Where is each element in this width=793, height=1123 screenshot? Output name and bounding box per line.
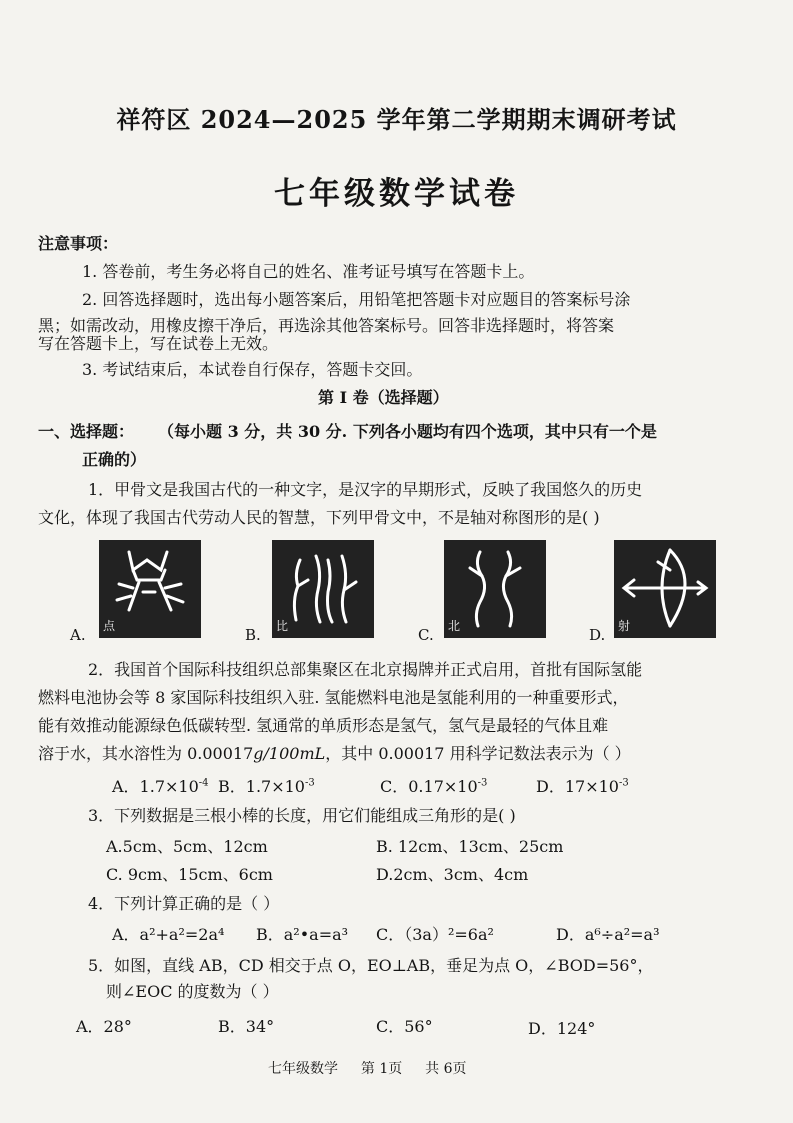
q4-option-a: A．a²+a²=2a⁴ — [112, 925, 225, 944]
q2-stem-line-4-b: ，其中 0.00017 用科学记数法表示为（ ） — [325, 744, 631, 763]
q2-option-b — [218, 774, 315, 797]
q5-option-a: A．28° — [76, 1017, 132, 1036]
q2-option-d — [536, 774, 629, 797]
exam-subtitle: 七年级数学试卷 — [274, 176, 519, 212]
q2-option-c — [380, 774, 487, 797]
q2-option-a — [112, 774, 209, 797]
q1-option-d-caption: 射 — [618, 619, 631, 633]
q1-option-a-letter: A. — [70, 626, 86, 644]
q1-option-b-caption: 比 — [276, 619, 289, 633]
q2-stem-line-4-a: 溶于水，其水溶性为 0.00017 — [38, 744, 254, 763]
q2-option-b-exp: -3 — [304, 777, 315, 789]
q3-option-a: A.5cm、5cm、12cm — [106, 837, 268, 856]
exam-title: 祥符区 2024—2025 学年第二学期期末调研考试 — [116, 105, 677, 134]
q2-stem-line-1: 2．我国首个国际科技组织总部集聚区在北京揭牌并正式启用，首批有国际氢能 — [88, 660, 643, 679]
q1-option-d-image — [614, 540, 716, 638]
section-heading: 一、选择题： — [38, 422, 135, 441]
q1-stem-line-1: 1．甲骨文是我国古代的一种文字，是汉字的早期形式，反映了我国悠久的历史 — [88, 480, 643, 499]
q5-option-c: C．56° — [376, 1017, 433, 1036]
section-instruction: （每小题 3 分，共 30 分. 下列各小题均有四个选项，其中只有一个是 — [158, 422, 657, 441]
q2-option-d-text: D．17×10 — [536, 777, 619, 796]
q3-stem: 3．下列数据是三根小棒的长度，用它们能组成三角形的是( ) — [88, 806, 516, 825]
notice-item-1: 1. 答卷前，考生务必将自己的姓名、准考证号填写在答题卡上。 — [82, 262, 535, 281]
q5-option-b: B．34° — [218, 1017, 275, 1036]
q1-option-a-image — [99, 540, 201, 638]
q5-option-d: D．124° — [528, 1019, 596, 1038]
q3-option-d: D.2cm、3cm、4cm — [376, 865, 529, 884]
footer-page-total: 共 6页 — [425, 1061, 467, 1077]
q1-option-b-letter: B. — [245, 626, 261, 644]
q2-option-a-exp: -4 — [198, 777, 209, 789]
q3-option-b: B. 12cm、13cm、25cm — [376, 837, 564, 856]
q5-stem-line-1: 5．如图，直线 AB，CD 相交于点 O，EO⊥AB，垂足为点 O，∠BOD=56°， — [88, 956, 654, 975]
q5-stem-line-2: 则∠EOC 的度数为（ ） — [106, 982, 279, 1001]
q1-option-c-image — [444, 540, 546, 638]
q1-option-c-caption: 北 — [448, 619, 461, 633]
q1-option-d-letter: D. — [589, 626, 606, 644]
q1-option-a-caption: 点 — [103, 619, 116, 633]
q4-option-d: D．a⁶÷a²=a³ — [556, 925, 660, 944]
q1-stem-line-2: 文化，体现了我国古代劳动人民的智慧，下列甲骨文中，不是轴对称图形的是( ) — [38, 508, 600, 527]
q1-option-c-letter: C. — [418, 626, 434, 644]
notice-item-2-line-1: 2. 回答选择题时，选出每小题答案后，用铅笔把答题卡对应题目的答案标号涂 — [82, 290, 631, 309]
footer-page-number: 第 1页 — [360, 1061, 403, 1077]
q4-option-c: C．（3a）²=6a² — [376, 925, 494, 944]
section-instruction-line-2: 正确的） — [82, 450, 147, 469]
q2-option-b-text: B．1.7×10 — [218, 777, 305, 796]
q2-stem-line-4 — [38, 740, 631, 768]
q2-unit: g/100mL — [253, 744, 326, 763]
notice-item-2-line-2: 黑；如需改动，用橡皮擦干净后，再选涂其他答案标号。回答非选择题时，将答案 — [38, 316, 615, 335]
volume-heading: 第 I 卷（选择题） — [318, 388, 449, 407]
notice-item-3: 3. 考试结束后，本试卷自行保存，答题卡交回。 — [82, 360, 423, 379]
q2-option-d-exp: -3 — [618, 777, 629, 789]
q2-option-a-text: A．1.7×10 — [112, 777, 199, 796]
q4-stem: 4．下列计算正确的是（ ） — [88, 894, 280, 913]
q3-option-c: C. 9cm、15cm、6cm — [106, 865, 273, 884]
notice-item-2-line-3: 写在答题卡上，写在试卷上无效。 — [38, 334, 279, 353]
notice-heading: 注意事项： — [38, 234, 119, 253]
q4-option-b: B．a²•a=a³ — [256, 925, 349, 944]
q2-option-c-text: C．0.17×10 — [380, 777, 478, 796]
q1-option-b-image — [272, 540, 374, 638]
footer — [268, 1058, 467, 1078]
q2-stem-line-3: 能有效推动能源绿色低碳转型. 氢通常的单质形态是氢气，氢气是最轻的气体且难 — [38, 716, 609, 735]
footer-subject: 七年级数学 — [268, 1061, 338, 1077]
q2-option-c-exp: -3 — [477, 777, 488, 789]
q2-stem-line-2: 燃料电池协会等 8 家国际科技组织入驻. 氢能燃料电池是氢能利用的一种重要形式， — [38, 688, 629, 707]
